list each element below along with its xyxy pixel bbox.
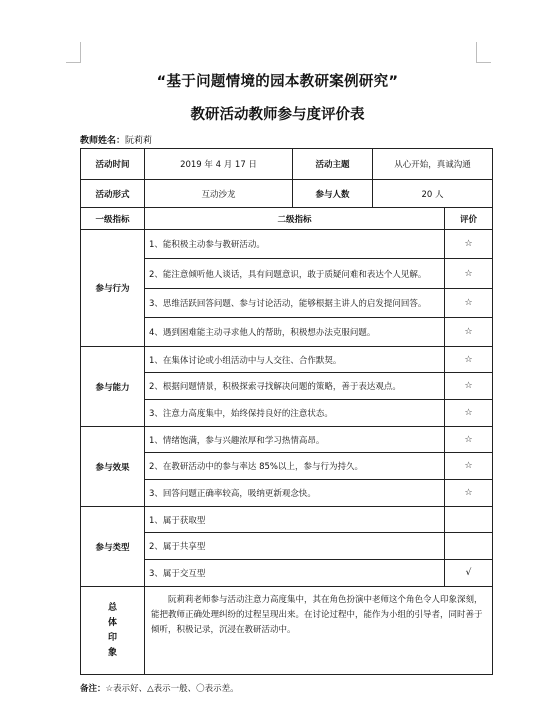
rating-cell: ☆ <box>445 453 493 480</box>
count-value: 20 人 <box>373 180 493 208</box>
document-subtitle: 教研活动教师参与度评价表 <box>190 107 365 123</box>
header-row <box>81 208 493 230</box>
summary-label-char: 象 <box>107 647 117 658</box>
crop-mark-top-right <box>476 42 491 63</box>
indicator-text: 2、能注意倾听他人谈话，具有问题意识，敢于质疑问难和表达个人见解。 <box>145 259 445 289</box>
form-label: 活动形式 <box>81 180 145 208</box>
rating-cell: ☆ <box>445 400 493 427</box>
group-label-ability: 参与能力 <box>81 347 145 427</box>
time-value: 2019 年 4 月 17 日 <box>145 149 293 180</box>
summary-text: 阮莉莉老师参与活动注意力高度集中，其在角色扮演中老师这个角色令人印象深刻，能把教师正确处理纠纷的过程呈现出来。在讨论过程中，能作为小组的引导者，同时善于倾听，积极记录，沉浸在教研活动中。 <box>145 587 493 675</box>
rating-cell: ☆ <box>445 318 493 347</box>
indicator-text: 2、根据问题情景，积极探索寻找解决问题的策略，善于表达观点。 <box>145 373 445 400</box>
rating-cell: ☆ <box>445 480 493 507</box>
rating-cell <box>445 533 493 560</box>
indicator-text: 1、属于获取型 <box>145 507 445 533</box>
footnote-text: ☆表示好、△表示一般、〇表示差。 <box>105 684 239 694</box>
teacher-name-line <box>80 133 152 146</box>
summary-row <box>81 587 493 675</box>
indicator-text: 2、属于共享型 <box>145 533 445 560</box>
table-row <box>81 230 493 259</box>
group-label-type: 参与类型 <box>81 507 145 587</box>
indicator-text: 1、情绪饱满，参与兴趣浓厚和学习热情高昂。 <box>145 427 445 453</box>
indicator-text: 1、能积极主动参与教研活动。 <box>145 230 445 259</box>
rating-cell: ☆ <box>445 259 493 289</box>
theme-value: 从心开始，真诚沟通 <box>373 149 493 180</box>
rating-cell: ☆ <box>445 230 493 259</box>
header-level2: 二级指标 <box>145 208 445 230</box>
theme-label: 活动主题 <box>293 149 373 180</box>
table-row <box>81 427 493 453</box>
crop-mark-top-left <box>66 42 81 63</box>
teacher-name-value: 阮莉莉 <box>125 136 153 146</box>
rating-cell: √ <box>445 560 493 587</box>
table-row <box>81 507 493 533</box>
summary-label <box>81 587 145 675</box>
info-row-2 <box>81 180 493 208</box>
rating-cell: ☆ <box>445 373 493 400</box>
rating-cell: ☆ <box>445 427 493 453</box>
form-value: 互动沙龙 <box>145 180 293 208</box>
document-title: “基于问题情境的园本教研案例研究” <box>156 74 399 90</box>
header-rating: 评价 <box>445 208 493 230</box>
table-row <box>81 347 493 373</box>
time-label: 活动时间 <box>81 149 145 180</box>
rating-cell <box>445 507 493 533</box>
evaluation-table <box>80 148 493 675</box>
group-label-effect: 参与效果 <box>81 427 145 507</box>
indicator-text: 3、思维活跃回答问题、参与讨论活动，能够根据主讲人的启发提问回答。 <box>145 289 445 318</box>
rating-cell: ☆ <box>445 347 493 373</box>
indicator-text: 4、遇到困难能主动寻求他人的帮助，积极想办法克服问题。 <box>145 318 445 347</box>
summary-label-char: 印 <box>107 632 117 643</box>
rating-cell: ☆ <box>445 289 493 318</box>
indicator-text: 3、回答问题正确率较高，吸纳更新观念快。 <box>145 480 445 507</box>
summary-label-char: 总 <box>107 602 117 613</box>
footnote-label: 备注： <box>80 684 106 694</box>
header-level1: 一级指标 <box>81 208 145 230</box>
teacher-name-label: 教师姓名： <box>80 136 126 146</box>
group-label-behavior: 参与行为 <box>81 230 145 347</box>
footnote <box>80 682 239 694</box>
indicator-text: 3、属于交互型 <box>145 560 445 587</box>
indicator-text: 1、在集体讨论或小组活动中与人交往、合作默契。 <box>145 347 445 373</box>
summary-label-char: 体 <box>107 617 117 628</box>
indicator-text: 2、在教研活动中的参与率达 85%以上，参与行为持久。 <box>145 453 445 480</box>
count-label: 参与人数 <box>293 180 373 208</box>
indicator-text: 3、注意力高度集中，始终保持良好的注意状态。 <box>145 400 445 427</box>
info-row-1 <box>81 149 493 180</box>
